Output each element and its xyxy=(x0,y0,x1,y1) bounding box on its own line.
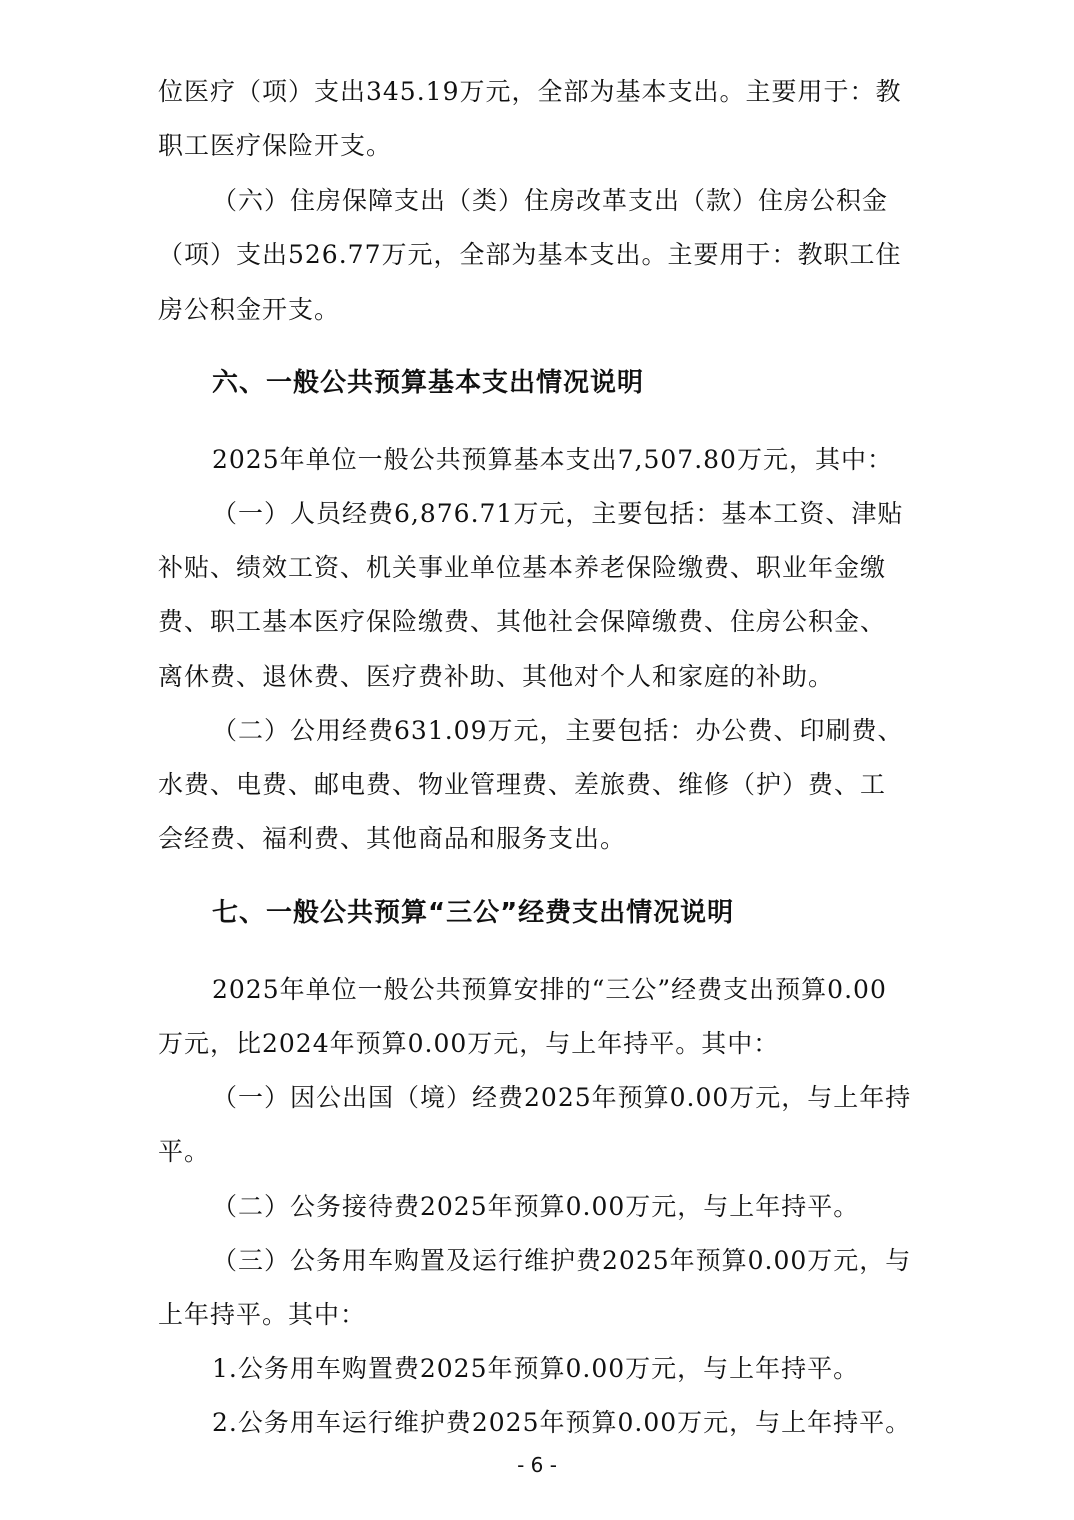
body-text-line: （项）支出526.77万元，全部为基本支出。主要用于：教职工住 xyxy=(158,240,902,269)
body-text-line: 补贴、绩效工资、机关事业单位基本养老保险缴费、职业年金缴 xyxy=(158,553,887,582)
page-number: - 6 - xyxy=(517,1453,557,1477)
body-text-line: 2025年单位一般公共预算基本支出7,507.80万元，其中： xyxy=(212,445,893,474)
body-text-line: （六）住房保障支出（类）住房改革支出（款）住房公积金 xyxy=(212,186,889,215)
body-text-line: 水费、电费、邮电费、物业管理费、差旅费、维修（护）费、工 xyxy=(158,770,887,799)
body-text-line: 平。 xyxy=(158,1137,211,1166)
body-text-line: （一）人员经费6,876.71万元，主要包括：基本工资、津贴 xyxy=(212,499,904,528)
body-text-line: 2025年单位一般公共预算安排的“三公”经费支出预算0.00 xyxy=(212,975,887,1004)
section-heading: 六、一般公共预算基本支出情况说明 xyxy=(212,368,645,398)
body-text-line: （三）公务用车购置及运行维护费2025年预算0.00万元，与 xyxy=(212,1246,912,1275)
body-text-line: 万元，比2024年预算0.00万元，与上年持平。其中： xyxy=(158,1029,780,1058)
body-text-line: 会经费、福利费、其他商品和服务支出。 xyxy=(158,824,627,853)
body-text-line: 职工医疗保险开支。 xyxy=(158,131,393,160)
body-text-line: （一）因公出国（境）经费2025年预算0.00万元，与上年持 xyxy=(212,1083,912,1112)
body-text-line: （二）公用经费631.09万元，主要包括：办公费、印刷费、 xyxy=(212,716,904,745)
body-text-line: 上年持平。其中： xyxy=(158,1300,367,1329)
section-heading: 七、一般公共预算“三公”经费支出情况说明 xyxy=(212,898,735,928)
body-text-line: （二）公务接待费2025年预算0.00万元，与上年持平。 xyxy=(212,1192,860,1221)
body-text-line: 2.公务用车运行维护费2025年预算0.00万元，与上年持平。 xyxy=(212,1408,912,1437)
body-text-line: 1.公务用车购置费2025年预算0.00万元，与上年持平。 xyxy=(212,1354,860,1383)
body-text-line: 离休费、退休费、医疗费补助、其他对个人和家庭的补助。 xyxy=(158,662,835,691)
body-text-line: 房公积金开支。 xyxy=(158,295,341,324)
body-text-line: 位医疗（项）支出345.19万元，全部为基本支出。主要用于：教 xyxy=(158,77,902,106)
body-text-line: 费、职工基本医疗保险缴费、其他社会保障缴费、住房公积金、 xyxy=(158,607,887,636)
